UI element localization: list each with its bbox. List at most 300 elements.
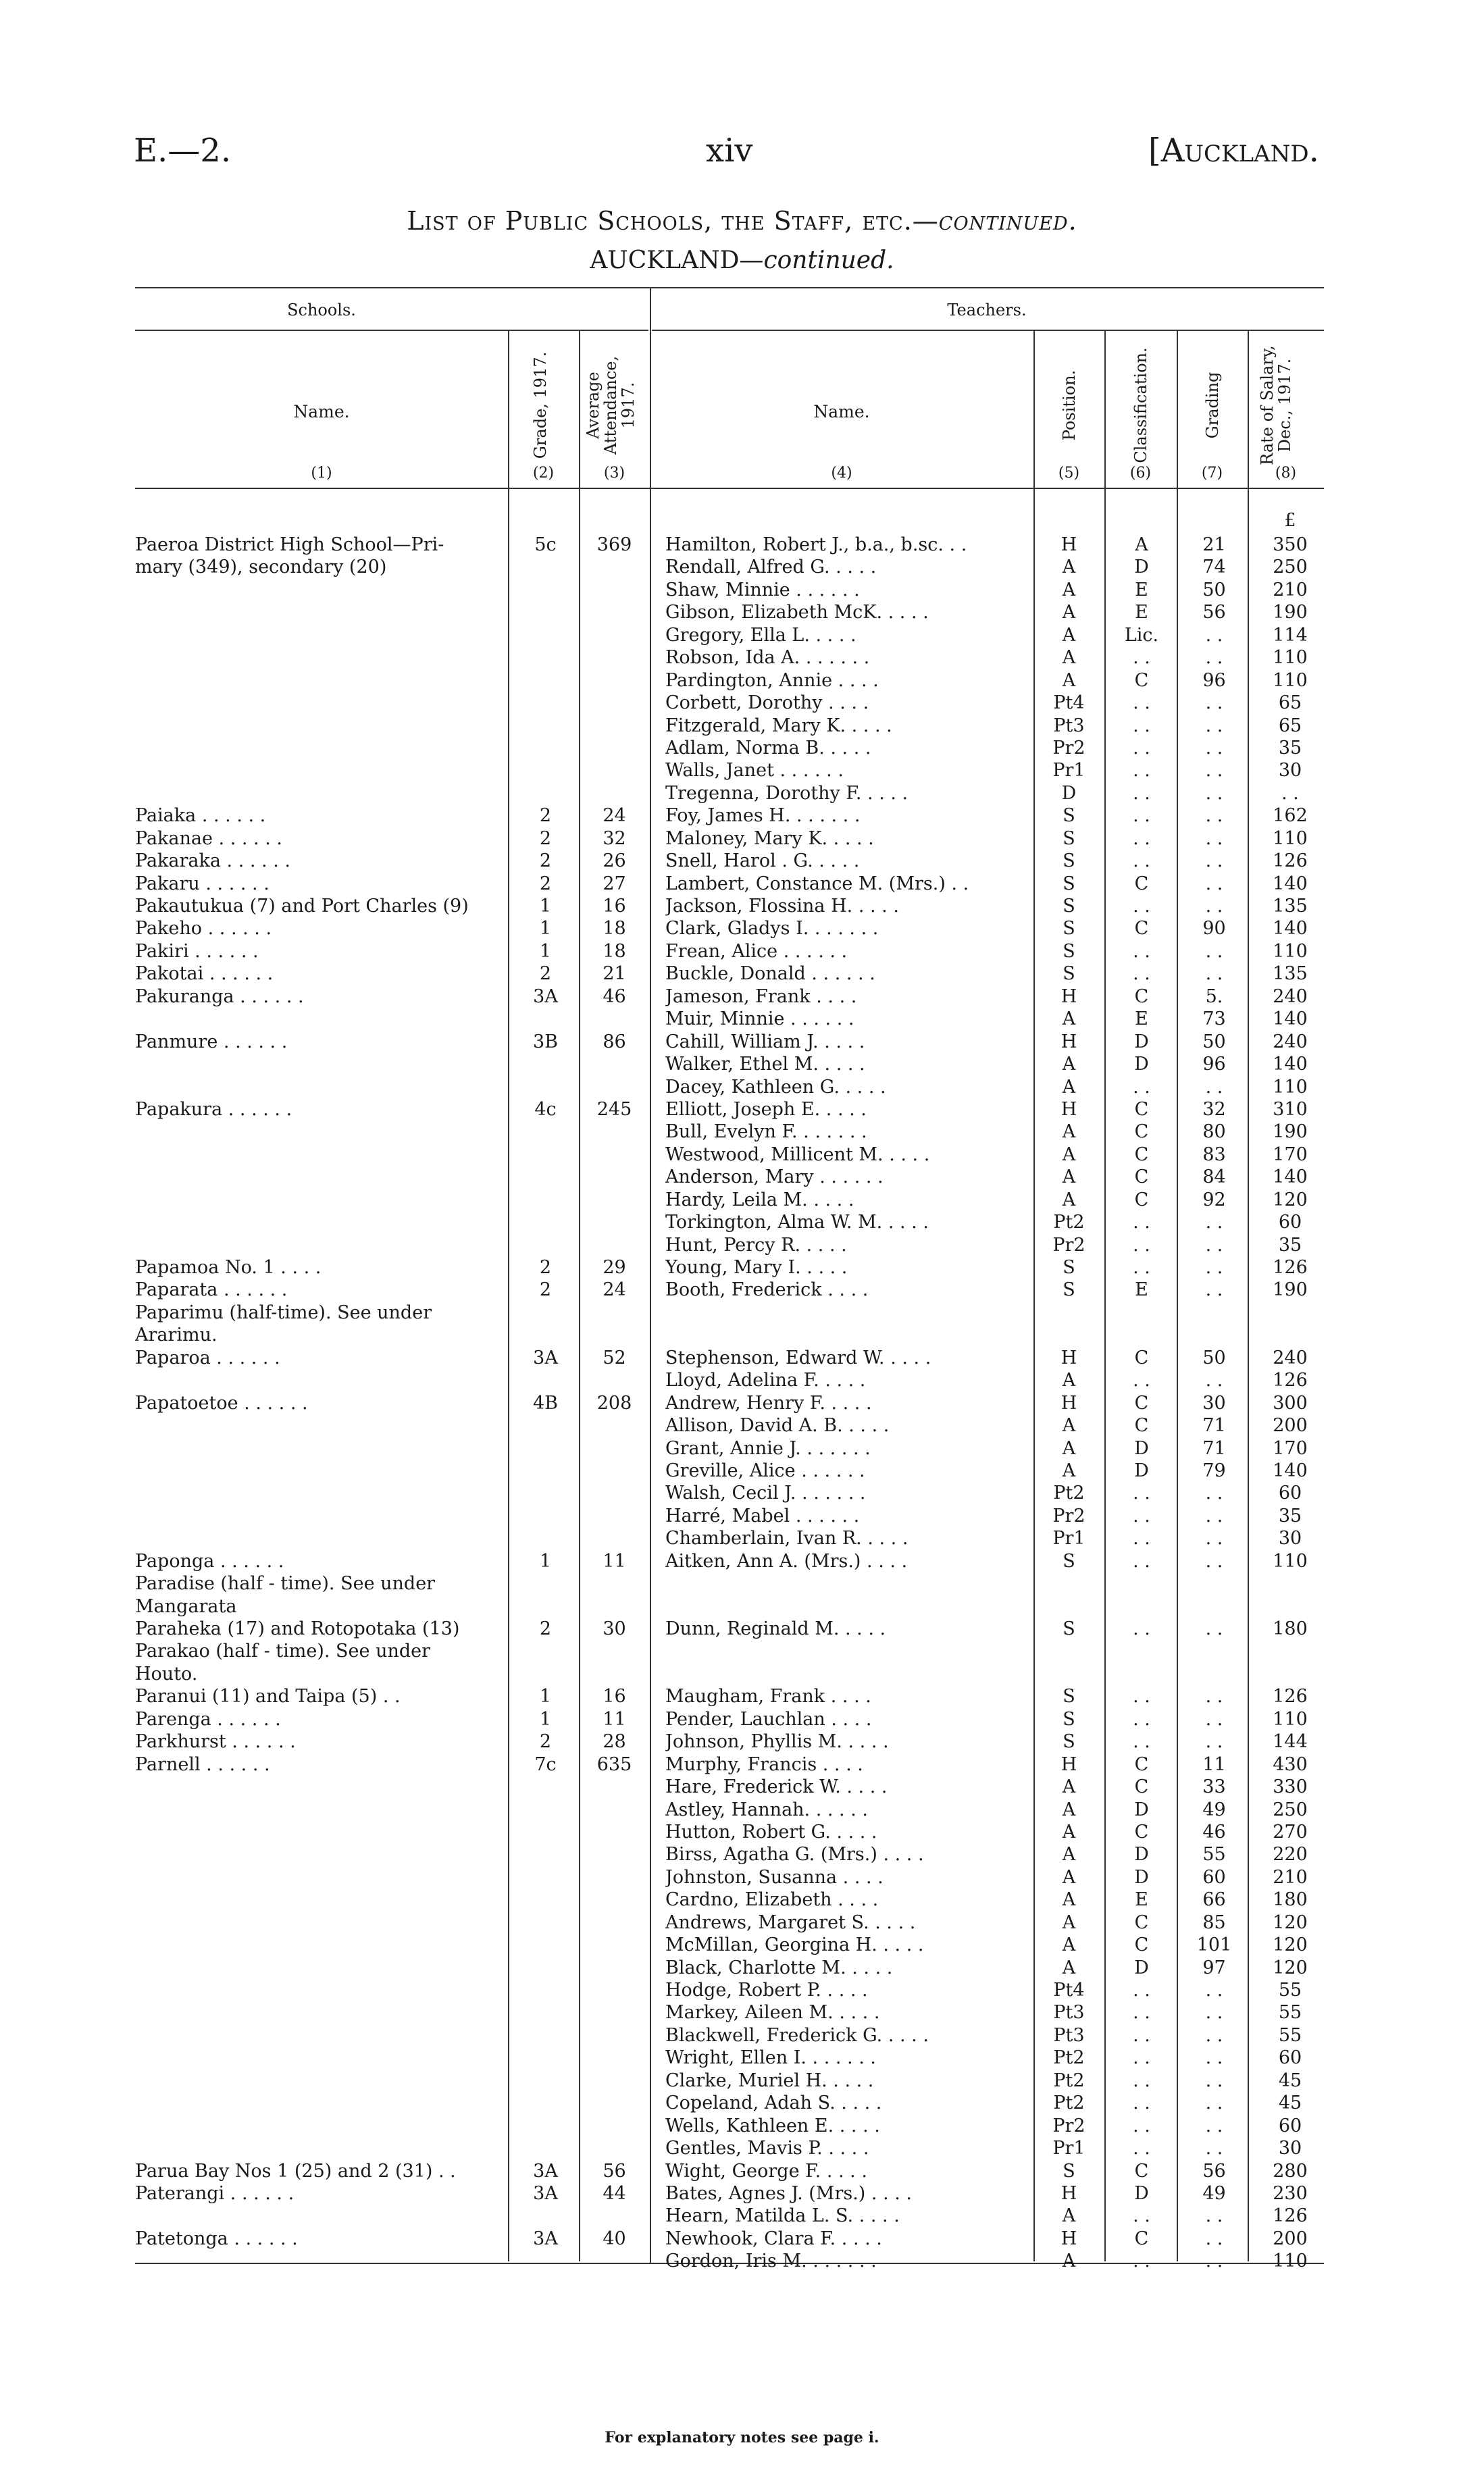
teacher-classification: C <box>1134 2160 1149 2182</box>
teacher-grading: . . <box>1205 1708 1223 1730</box>
teacher-name: Hare, Frederick W. . . . . <box>665 1776 888 1798</box>
teacher-salary: 110 <box>1273 1708 1308 1730</box>
school-attendance: 16 <box>603 896 626 917</box>
table-row <box>0 1166 1484 1188</box>
school-name: Paraheka (17) and Rotopotaka (13) <box>135 1618 460 1639</box>
teacher-grading: 92 <box>1202 1189 1226 1210</box>
teacher-classification: . . <box>1133 1234 1150 1256</box>
school-name: Paranui (11) and Taipa (5) . . <box>135 1686 401 1708</box>
teacher-salary: 126 <box>1273 1370 1308 1391</box>
teacher-classification: C <box>1134 1166 1149 1188</box>
teacher-name: Hutton, Robert G. . . . . <box>665 1821 877 1843</box>
school-grade: 2 <box>539 1257 552 1278</box>
teacher-classification: C <box>1134 1415 1149 1437</box>
teacher-classification: D <box>1134 2182 1149 2204</box>
teacher-position: Pt3 <box>1053 715 1085 736</box>
table-row <box>0 579 1484 601</box>
teacher-grading: 101 <box>1196 1934 1232 1956</box>
teacher-grading: 50 <box>1202 1347 1226 1368</box>
teacher-classification: D <box>1134 1799 1149 1820</box>
teacher-grading: . . <box>1205 940 1223 962</box>
teacher-classification: . . <box>1133 2205 1150 2227</box>
teacher-name: Chamberlain, Ivan R. . . . . <box>665 1528 909 1549</box>
teacher-position: Pt2 <box>1053 2093 1085 2114</box>
table-row <box>0 1189 1484 1211</box>
teacher-position: Pr1 <box>1052 2138 1085 2159</box>
school-name: Paeroa District High School—Pri- <box>135 534 444 555</box>
table-row <box>0 1076 1484 1098</box>
school-attendance: 21 <box>603 963 626 985</box>
school-attendance: 52 <box>603 1347 626 1368</box>
table-row <box>0 1460 1484 1482</box>
school-grade: 3A <box>533 2228 558 2249</box>
table-row <box>0 2205 1484 2227</box>
school-grade: 2 <box>539 827 552 849</box>
teacher-name: Stephenson, Edward W. . . . . <box>665 1347 931 1368</box>
school-attendance: 46 <box>603 985 626 1007</box>
table-row <box>0 1211 1484 1233</box>
teacher-name: Bates, Agnes J. (Mrs.) . . . . <box>665 2182 912 2204</box>
school-grade: 1 <box>539 1686 552 1708</box>
region-title-main: AUCKLAND— <box>590 247 764 274</box>
teacher-classification: E <box>1135 579 1148 600</box>
teacher-position: A <box>1062 1370 1076 1391</box>
table-row <box>0 2250 1484 2272</box>
table-row <box>0 2001 1484 2024</box>
school-grade: 4B <box>532 1392 559 1414</box>
teacher-grading: . . <box>1205 692 1223 714</box>
teacher-name: Johnson, Phyllis M. . . . . <box>665 1731 889 1753</box>
teacher-name: Andrew, Henry F. . . . . <box>665 1392 872 1414</box>
school-attendance: 18 <box>603 940 626 962</box>
group-heading-schools: Schools. <box>287 301 356 319</box>
teacher-grading: . . <box>1205 2251 1223 2272</box>
teacher-grading: . . <box>1205 2093 1223 2114</box>
teacher-salary: 140 <box>1273 1054 1308 1075</box>
teacher-salary: 190 <box>1273 1121 1308 1143</box>
teacher-position: Pr2 <box>1052 2115 1085 2136</box>
school-grade: 1 <box>539 940 552 962</box>
region-title <box>0 247 1484 274</box>
teacher-classification: . . <box>1133 715 1150 736</box>
teacher-classification: E <box>1135 602 1148 623</box>
table-row <box>0 963 1484 985</box>
teacher-position: A <box>1062 1189 1076 1210</box>
teacher-position: S <box>1063 1257 1075 1278</box>
school-grade: 1 <box>539 1550 552 1572</box>
school-grade: 4c <box>534 1098 557 1120</box>
col-head-grade: Grade, 1917. <box>531 351 550 459</box>
teacher-grading: . . <box>1205 1483 1223 1504</box>
teacher-position: H <box>1060 2182 1077 2204</box>
school-name: Paparata . . . . . . <box>135 1279 288 1301</box>
teacher-salary: 30 <box>1278 2138 1302 2159</box>
teacher-grading: . . <box>1205 737 1223 759</box>
teacher-name: Cahill, William J. . . . . <box>665 1031 865 1052</box>
school-attendance: 24 <box>603 1279 626 1301</box>
teacher-grading: . . <box>1205 1505 1223 1526</box>
school-attendance: 369 <box>596 534 632 555</box>
teacher-grading: . . <box>1205 1212 1223 1233</box>
school-name: Paiaka . . . . . . <box>135 805 266 827</box>
teacher-grading: 55 <box>1202 1844 1226 1866</box>
teacher-salary: 110 <box>1273 1550 1308 1572</box>
teacher-position: A <box>1062 557 1076 578</box>
teacher-grading: . . <box>1205 1980 1223 2001</box>
teacher-name: Fitzgerald, Mary K. . . . . <box>665 715 892 736</box>
school-name: Patetonga . . . . . . <box>135 2228 298 2249</box>
col-number-3: (3) <box>603 465 625 482</box>
table-row <box>0 895 1484 917</box>
teacher-name: Tregenna, Dorothy F. . . . . <box>665 782 909 804</box>
teacher-classification: . . <box>1133 2070 1150 2091</box>
teacher-position: Pr2 <box>1052 1505 1085 1526</box>
teacher-position: H <box>1060 1098 1077 1120</box>
school-attendance: 29 <box>603 1257 626 1278</box>
teacher-grading: 79 <box>1202 1460 1226 1481</box>
table-row <box>0 1527 1484 1549</box>
teacher-grading: 46 <box>1202 1821 1226 1843</box>
teacher-salary: 126 <box>1273 2205 1308 2227</box>
teacher-grading: 32 <box>1202 1098 1226 1120</box>
teacher-classification: E <box>1135 1008 1148 1030</box>
teacher-classification: D <box>1134 557 1149 578</box>
teacher-grading: . . <box>1205 760 1223 781</box>
teacher-grading: . . <box>1205 1076 1223 1098</box>
teacher-classification: D <box>1134 1844 1149 1866</box>
teacher-position: S <box>1063 1279 1075 1301</box>
school-grade: 5c <box>534 534 557 555</box>
table-row <box>0 804 1484 827</box>
table-row <box>0 985 1484 1008</box>
teacher-name: Birss, Agatha G. (Mrs.) . . . . <box>665 1844 924 1866</box>
table-title <box>0 206 1484 236</box>
teacher-name: Cardno, Elizabeth . . . . <box>665 1889 879 1911</box>
school-grade: 7c <box>534 1753 557 1775</box>
school-grade: 3B <box>532 1031 559 1052</box>
teacher-name: Maloney, Mary K. . . . . <box>665 827 874 849</box>
teacher-position: Pr1 <box>1052 760 1085 781</box>
table-row <box>0 715 1484 737</box>
table-row <box>0 2228 1484 2250</box>
teacher-name: Black, Charlotte M. . . . . <box>665 1957 893 1978</box>
school-name: Pakaraka . . . . . . <box>135 850 290 872</box>
teacher-name: Pender, Lauchlan . . . . <box>665 1708 872 1730</box>
table-row <box>0 1911 1484 1934</box>
teacher-classification: C <box>1134 1821 1149 1843</box>
school-name: Parkhurst . . . . . . <box>135 1731 296 1753</box>
teacher-classification: C <box>1134 1776 1149 1798</box>
teacher-salary: 55 <box>1278 2024 1302 2046</box>
table-row <box>0 646 1484 669</box>
teacher-position: S <box>1063 1618 1075 1639</box>
school-attendance: 208 <box>596 1392 632 1414</box>
col-head-school-name: Name. <box>293 402 350 421</box>
teacher-position: A <box>1062 602 1076 623</box>
teacher-salary: 200 <box>1273 1415 1308 1437</box>
teacher-salary: 110 <box>1273 669 1308 691</box>
teacher-position: A <box>1062 1821 1076 1843</box>
teacher-position: H <box>1060 1753 1077 1775</box>
table-row <box>0 782 1484 804</box>
table-row <box>0 2137 1484 2159</box>
teacher-classification: . . <box>1133 1618 1150 1639</box>
school-name: Pakautukua (7) and Port Charles (9) <box>135 896 469 917</box>
table-row <box>0 1234 1484 1256</box>
teacher-position: Pr2 <box>1052 1234 1085 1256</box>
teacher-classification: . . <box>1133 2115 1150 2136</box>
teacher-salary: 220 <box>1273 1844 1308 1866</box>
school-name: Parnell . . . . . . <box>135 1753 270 1775</box>
teacher-grading: . . <box>1205 1234 1223 1256</box>
teacher-position: Pt2 <box>1053 2070 1085 2091</box>
teacher-position: S <box>1063 850 1075 872</box>
teacher-name: Hearn, Matilda L. S. . . . . <box>665 2205 900 2227</box>
teacher-grading: . . <box>1205 1370 1223 1391</box>
teacher-name: Blackwell, Frederick G. . . . . <box>665 2024 929 2046</box>
table-row <box>0 1640 1484 1662</box>
school-grade: 1 <box>539 1708 552 1730</box>
teacher-salary: 300 <box>1273 1392 1308 1414</box>
teacher-salary: 140 <box>1273 1166 1308 1188</box>
teacher-position: A <box>1062 1121 1076 1143</box>
col-head-salary: Rate of Salary, Dec., 1917. <box>1258 345 1294 465</box>
teacher-grading: 50 <box>1202 1031 1226 1052</box>
teacher-position: A <box>1062 2205 1076 2227</box>
teacher-salary: 310 <box>1273 1098 1308 1120</box>
teacher-name: Frean, Alice . . . . . . <box>665 940 848 962</box>
teacher-position: A <box>1062 1008 1076 1030</box>
teacher-name: Dacey, Kathleen G. . . . . <box>665 1076 886 1098</box>
table-row <box>0 1821 1484 1843</box>
school-attendance: 56 <box>603 2160 626 2182</box>
teacher-name: Young, Mary I. . . . . <box>665 1257 848 1278</box>
school-grade: 2 <box>539 850 552 872</box>
teacher-classification: D <box>1134 1031 1149 1052</box>
school-name: Papakura . . . . . . <box>135 1098 292 1120</box>
teacher-classification: . . <box>1133 1212 1150 1233</box>
school-grade: 2 <box>539 963 552 985</box>
teacher-position: A <box>1062 1776 1076 1798</box>
table-row <box>0 827 1484 850</box>
table-row <box>0 850 1484 872</box>
teacher-salary: 144 <box>1273 1731 1308 1753</box>
teacher-classification: C <box>1134 1347 1149 1368</box>
table-row <box>0 1482 1484 1504</box>
table-row <box>0 1572 1484 1595</box>
teacher-name: Anderson, Mary . . . . . . <box>665 1166 884 1188</box>
school-name: Parakao (half - time). See under <box>135 1641 431 1662</box>
col-head-position: Position. <box>1060 369 1079 441</box>
teacher-position: Pt3 <box>1053 2024 1085 2046</box>
table-row <box>0 1889 1484 1911</box>
teacher-classification: . . <box>1133 1731 1150 1753</box>
teacher-position: S <box>1063 2160 1075 2182</box>
school-attendance: 24 <box>603 805 626 827</box>
school-name: Mangarata <box>135 1595 237 1617</box>
teacher-grading: . . <box>1205 624 1223 646</box>
teacher-classification: . . <box>1133 1980 1150 2001</box>
table-row <box>0 1979 1484 2001</box>
teacher-grading: 5. <box>1205 985 1223 1007</box>
teacher-name: Pardington, Annie . . . . <box>665 669 879 691</box>
teacher-name: Booth, Frederick . . . . <box>665 1279 869 1301</box>
table-row <box>0 1799 1484 1821</box>
school-name: Papatoetoe . . . . . . <box>135 1392 308 1414</box>
school-grade: 3A <box>533 2160 558 2182</box>
table-row <box>0 1144 1484 1166</box>
teacher-position: A <box>1062 579 1076 600</box>
teacher-name: Gregory, Ella L. . . . . <box>665 624 856 646</box>
table-row <box>0 759 1484 781</box>
teacher-classification: C <box>1134 985 1149 1007</box>
table-top-rule <box>135 287 1324 288</box>
table-row <box>0 669 1484 692</box>
teacher-classification: . . <box>1133 940 1150 962</box>
teacher-salary: 250 <box>1273 557 1308 578</box>
teacher-grading: 80 <box>1202 1121 1226 1143</box>
teacher-grading: . . <box>1205 1686 1223 1708</box>
school-attendance: 11 <box>603 1708 626 1730</box>
teacher-grading: 60 <box>1202 1866 1226 1888</box>
teacher-grading: 50 <box>1202 579 1226 600</box>
teacher-grading: . . <box>1205 2002 1223 2024</box>
table-row <box>0 1414 1484 1437</box>
table-row <box>0 1618 1484 1640</box>
table-row <box>0 1505 1484 1527</box>
teacher-classification: . . <box>1133 2002 1150 2024</box>
teacher-classification: D <box>1134 1460 1149 1481</box>
school-attendance: 635 <box>596 1753 632 1775</box>
table-body <box>0 534 1484 2273</box>
teacher-name: Bull, Evelyn F. . . . . . . <box>665 1121 867 1143</box>
group-heading-teachers: Teachers. <box>947 301 1027 319</box>
page-header-left: E.—2. <box>134 132 232 170</box>
school-name: Parua Bay Nos 1 (25) and 2 (31) . . <box>135 2160 456 2182</box>
teacher-salary: 140 <box>1273 1008 1308 1030</box>
teacher-classification: C <box>1134 2228 1149 2249</box>
teacher-position: A <box>1062 624 1076 646</box>
teacher-salary: 35 <box>1278 1234 1302 1256</box>
teacher-grading: 30 <box>1202 1392 1226 1414</box>
page-number: xiv <box>706 132 753 170</box>
col-head-attendance: Average Attendance, 1917. <box>584 355 638 455</box>
teacher-grading: 96 <box>1202 669 1226 691</box>
teacher-position: A <box>1062 1889 1076 1911</box>
teacher-salary: 162 <box>1273 805 1308 827</box>
teacher-grading: 84 <box>1202 1166 1226 1188</box>
school-grade: 2 <box>539 1279 552 1301</box>
teacher-classification: . . <box>1133 760 1150 781</box>
teacher-name: Johnston, Susanna . . . . <box>665 1866 884 1888</box>
teacher-salary: 270 <box>1273 1821 1308 1843</box>
teacher-salary: 110 <box>1273 827 1308 849</box>
table-row <box>0 2182 1484 2205</box>
teacher-salary: 60 <box>1278 1212 1302 1233</box>
teacher-classification: C <box>1134 1121 1149 1143</box>
teacher-grading: 71 <box>1202 1415 1226 1437</box>
col-number-5: (5) <box>1058 465 1080 482</box>
table-row <box>0 1708 1484 1730</box>
teacher-grading: . . <box>1205 850 1223 872</box>
teacher-position: S <box>1063 805 1075 827</box>
teacher-position: A <box>1062 1166 1076 1188</box>
teacher-classification: . . <box>1133 737 1150 759</box>
school-grade: 1 <box>539 918 552 940</box>
table-row <box>0 2024 1484 2047</box>
teacher-salary: 35 <box>1278 1505 1302 1526</box>
teacher-grading: . . <box>1205 805 1223 827</box>
table-row <box>0 1121 1484 1143</box>
teacher-position: A <box>1062 1437 1076 1459</box>
table-row <box>0 1595 1484 1618</box>
teacher-salary: 60 <box>1278 2047 1302 2069</box>
teacher-position: S <box>1063 827 1075 849</box>
teacher-name: Torkington, Alma W. M. . . . . <box>665 1212 929 1233</box>
teacher-classification: . . <box>1133 1550 1150 1572</box>
teacher-classification: . . <box>1133 2251 1150 2272</box>
teacher-salary: 45 <box>1278 2070 1302 2091</box>
table-title-main: List of Public Schools, the Staff, etc.— <box>407 206 939 236</box>
group-rule-schools <box>135 330 648 331</box>
teacher-position: A <box>1062 1460 1076 1481</box>
teacher-position: H <box>1060 534 1077 555</box>
teacher-position: A <box>1062 1054 1076 1075</box>
teacher-classification: C <box>1134 1098 1149 1120</box>
col-head-teacher-name: Name. <box>813 402 870 421</box>
school-name: mary (349), secondary (20) <box>135 557 387 578</box>
teacher-salary: 230 <box>1273 2182 1308 2204</box>
teacher-name: Wight, George F. . . . . <box>665 2160 867 2182</box>
school-name: Paparimu (half-time). See under <box>135 1302 432 1323</box>
teacher-position: A <box>1062 1934 1076 1956</box>
teacher-grading: 85 <box>1202 1911 1226 1933</box>
teacher-position: A <box>1062 1144 1076 1165</box>
table-row <box>0 1008 1484 1030</box>
teacher-grading: 97 <box>1202 1957 1226 1978</box>
teacher-grading: . . <box>1205 647 1223 669</box>
teacher-classification: C <box>1134 873 1149 894</box>
teacher-salary: 126 <box>1273 1257 1308 1278</box>
table-row <box>0 1550 1484 1572</box>
school-attendance: 245 <box>596 1098 632 1120</box>
table-row <box>0 1437 1484 1460</box>
table-row <box>0 1053 1484 1075</box>
teacher-classification: . . <box>1133 1708 1150 1730</box>
teacher-name: Wright, Ellen I. . . . . . . <box>665 2047 876 2069</box>
teacher-grading: . . <box>1205 782 1223 804</box>
col-number-7: (7) <box>1201 465 1223 482</box>
table-row <box>0 2160 1484 2182</box>
teacher-classification: . . <box>1133 850 1150 872</box>
teacher-name: Jackson, Flossina H. . . . . <box>665 896 899 917</box>
school-name: Pakiri . . . . . . <box>135 940 259 962</box>
teacher-salary: 190 <box>1273 602 1308 623</box>
teacher-name: Rendall, Alfred G. . . . . <box>665 557 877 578</box>
school-attendance: 16 <box>603 1686 626 1708</box>
table-row <box>0 2115 1484 2137</box>
teacher-position: S <box>1063 940 1075 962</box>
teacher-salary: 120 <box>1273 1189 1308 1210</box>
teacher-salary: 60 <box>1278 2115 1302 2136</box>
teacher-salary: 114 <box>1273 624 1308 646</box>
school-attendance: 28 <box>603 1731 626 1753</box>
teacher-position: S <box>1063 1550 1075 1572</box>
school-name: Panmure . . . . . . <box>135 1031 288 1052</box>
table-row <box>0 2070 1484 2092</box>
teacher-name: Hardy, Leila M. . . . . <box>665 1189 854 1210</box>
teacher-name: Murphy, Francis . . . . <box>665 1753 863 1775</box>
